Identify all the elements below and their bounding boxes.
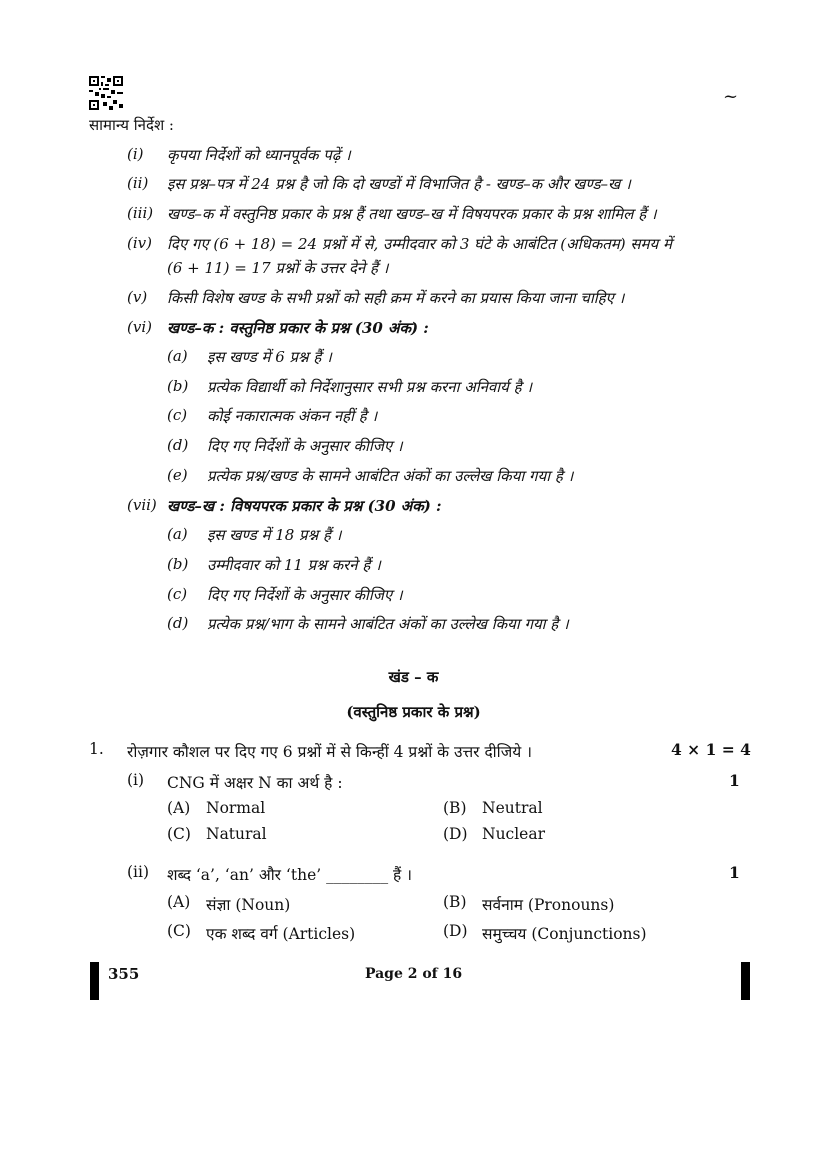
option-label: (D) <box>443 922 468 940</box>
option-text: Nuclear <box>482 825 546 843</box>
option-text: संज्ञा (Noun) <box>206 896 291 914</box>
subquestion-number: (i) <box>127 771 145 789</box>
section-a-heading: खण्ड–क : वस्तुनिष्ठ प्रकार के प्रश्न (30 अंक) : <box>167 319 429 337</box>
option-text: एक शब्द वर्ग (Articles) <box>206 925 356 943</box>
rule-text: प्रत्येक विद्यार्थी को निर्देशानुसार सभी प्रश्न करना अनिवार्य है । <box>207 378 533 396</box>
subquestion-number: (ii) <box>127 863 150 881</box>
qr-code-icon <box>89 76 123 110</box>
subquestion-marks: 1 <box>729 863 740 882</box>
page-number: Page 2 of 16 <box>364 966 463 982</box>
instruction-text: कृपया निर्देशों को ध्यानपूर्वक पढ़ें । <box>167 146 351 164</box>
rule-num: (e) <box>167 466 188 484</box>
rule-text: प्रत्येक प्रश्न/भाग के सामने आबंटित अंकों का उल्लेख किया गया है । <box>207 615 569 633</box>
general-instructions-title: सामान्य निर्देश : <box>89 116 174 134</box>
rule-num: (b) <box>167 555 189 573</box>
rule-text: उम्मीदवार को 11 प्रश्न करने हैं । <box>207 556 381 574</box>
instruction-num: (vii) <box>127 496 157 514</box>
section-title: खंड – क <box>388 668 439 686</box>
instruction-text: खण्ड–क में वस्तुनिष्ठ प्रकार के प्रश्न हैं तथा खण्ड–ख में विषयपरक प्रकार के प्रश्न शामिल हैं । <box>167 205 657 223</box>
option-text: समुच्चय (Conjunctions) <box>482 925 647 943</box>
rule-num: (c) <box>167 406 188 424</box>
option-text: Neutral <box>482 799 543 817</box>
option-text: Normal <box>206 799 266 817</box>
option-text: सर्वनाम (Pronouns) <box>482 896 615 914</box>
subquestion-marks: 1 <box>729 771 740 790</box>
section-b-heading: खण्ड–ख : विषयपरक प्रकार के प्रश्न (30 अंक) : <box>167 497 442 515</box>
page-mark: ~ <box>723 86 739 107</box>
question-text: रोज़गार कौशल पर दिए गए 6 प्रश्नों में से किन्हीं 4 प्रश्नों के उत्तर दीजिये । <box>127 743 532 761</box>
instruction-text: इस प्रश्न–पत्र में 24 प्रश्न है जो कि दो खण्डों में विभाजित है - खण्ड–क और खण्ड–ख । <box>167 175 631 193</box>
instruction-text-continued: (6 + 11) = 17 प्रश्नों के उत्तर देने हैं । <box>167 259 389 277</box>
instruction-num: (v) <box>127 288 148 306</box>
question-number: 1. <box>89 740 104 758</box>
instruction-num: (i) <box>127 145 144 163</box>
option-text: Natural <box>206 825 267 843</box>
rule-num: (a) <box>167 347 188 365</box>
rule-text: दिए गए निर्देशों के अनुसार कीजिए । <box>207 437 403 455</box>
option-label: (C) <box>167 825 191 843</box>
rule-text: दिए गए निर्देशों के अनुसार कीजिए । <box>207 586 403 604</box>
rule-num: (d) <box>167 614 189 632</box>
rule-num: (a) <box>167 525 188 543</box>
rule-text: इस खण्ड में 18 प्रश्न हैं । <box>207 526 342 544</box>
option-label: (A) <box>167 893 191 911</box>
rule-text: प्रत्येक प्रश्न/खण्ड के सामने आबंटित अंकों का उल्लेख किया गया है । <box>207 467 574 485</box>
option-label: (A) <box>167 799 191 817</box>
rule-num: (c) <box>167 585 188 603</box>
subquestion-text: CNG में अक्षर N का अर्थ है : <box>167 774 343 792</box>
option-label: (B) <box>443 893 467 911</box>
section-subtitle: (वस्तुनिष्ठ प्रकार के प्रश्न) <box>346 703 481 721</box>
option-label: (D) <box>443 825 468 843</box>
subquestion-text: शब्द ‘a’, ‘an’ और ‘the’ ________ हैं । <box>167 866 413 884</box>
instruction-text: किसी विशेष खण्ड के सभी प्रश्नों को सही क्रम में करने का प्रयास किया जाना चाहिए । <box>167 289 625 307</box>
footer-bar-right <box>741 962 750 1000</box>
option-label: (B) <box>443 799 467 817</box>
instruction-num: (ii) <box>127 174 149 192</box>
rule-text: इस खण्ड में 6 प्रश्न हैं । <box>207 348 332 366</box>
instruction-text: दिए गए (6 + 18) = 24 प्रश्नों में से, उम्मीदवार को 3 घंटे के आबंटित (अधिकतम) समय में <box>167 235 672 253</box>
instruction-num: (vi) <box>127 318 152 336</box>
instruction-num: (iii) <box>127 204 154 222</box>
option-label: (C) <box>167 922 191 940</box>
question-marks: 4 × 1 = 4 <box>671 740 751 759</box>
rule-num: (b) <box>167 377 189 395</box>
rule-text: कोई नकारात्मक अंकन नहीं है । <box>207 407 378 425</box>
rule-num: (d) <box>167 436 189 454</box>
instruction-num: (iv) <box>127 234 152 252</box>
paper-code: 355 <box>108 965 140 983</box>
